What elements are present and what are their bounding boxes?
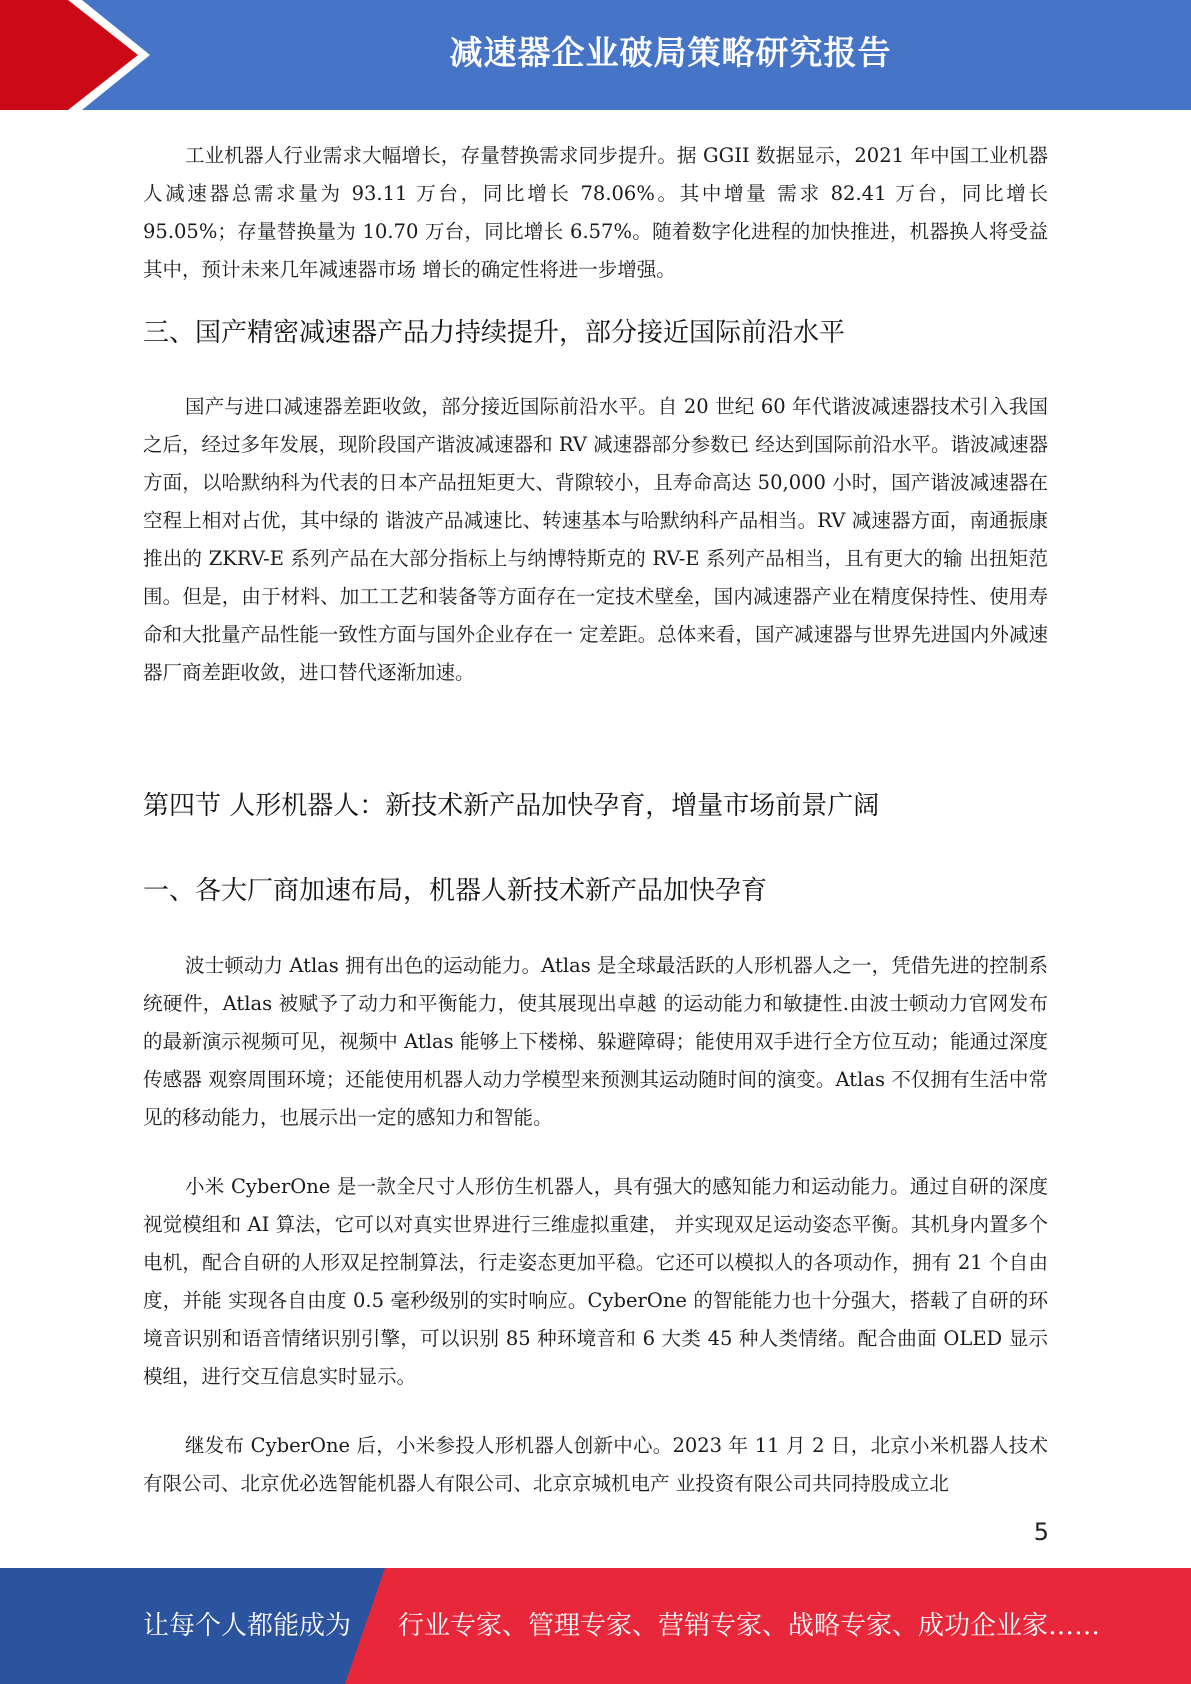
paragraph-demand-growth: 工业机器人行业需求大幅增长，存量替换需求同步提升。据 GGII 数据显示，2021 年中国工业机器人减速器总需求量为 93.11 万台，同比增长 78.06%。其中增量 需求 82.41 万台，同比增长 95.05%；存量替换量为 10.70 万台，同比增长 6.57%。随着数字化进程的加快推进，机器换人将受益其中，预计未来几年减速器市场 增长的确定性将进一步增强。 <box>143 144 1048 281</box>
section-heading-domestic-reducers: 三、国产精密减速器产品力持续提升，部分接近国际前沿水平 <box>143 318 846 348</box>
page-number: 5 <box>1033 1518 1049 1546</box>
paragraph-innovation-center: 继发布 CyberOne 后，小米参投人形机器人创新中心。2023 年 11 月 2 日，北京小米机器人技术有限公司、北京优必选智能机器人有限公司、北京京城机电产 业投资有限公司共同持股成立北 <box>143 1434 1048 1495</box>
page-header <box>0 0 1191 110</box>
report-title: 减速器企业破局策略研究报告 <box>449 33 892 72</box>
footer-slogan-left: 让每个人都能成为 <box>143 1611 352 1641</box>
section-heading-vendors: 一、各大厂商加速布局，机器人新技术新产品加快孕育 <box>143 876 768 906</box>
footer-slogan-right: 行业专家、管理专家、营销专家、战略专家、成功企业家…… <box>398 1611 1101 1641</box>
header-arrow-icon <box>0 0 138 110</box>
paragraph-atlas: 波士顿动力 Atlas 拥有出色的运动能力。Atlas 是全球最活跃的人形机器人之一，凭借先进的控制系统硬件，Atlas 被赋予了动力和平衡能力，使其展现出卓越 的运动能力和敏捷性.由波士顿动力官网发布的最新演示视频可见，视频中 Atlas 能够上下楼梯、躲避障碍；能使用双手进行全方位互动；能通过深度传感器 观察周围环境；还能使用机器人动力学模型来预测其运动随时间的演变。Atlas 不仅拥有生活中常见的移动能力，也展示出一定的感知力和智能。 <box>143 954 1048 1129</box>
page-footer <box>0 1568 1191 1684</box>
paragraph-cyberone: 小米 CyberOne 是一款全尺寸人形仿生机器人，具有强大的感知能力和运动能力。通过自研的深度视觉模组和 AI 算法，它可以对真实世界进行三维虚拟重建， 并实现双足运动姿态平衡。其机身内置多个电机，配合自研的人形双足控制算法，行走姿态更加平稳。它还可以模拟人的各项动作，拥有 21 个自由度，并能 实现各自由度 0.5 毫秒级别的实时响应。CyberOne 的智能能力也十分强大，搭载了自研的环境音识别和语音情绪识别引擎，可以识别 85 种环境音和 6 大类 45 种人类情绪。配合曲面 OLED 显示模组，进行交互信息实时显示。 <box>143 1175 1048 1388</box>
chapter-heading-humanoid: 第四节 人形机器人：新技术新产品加快孕育，增量市场前景广阔 <box>143 791 880 821</box>
paragraph-domestic-gap: 国产与进口减速器差距收敛，部分接近国际前沿水平。自 20 世纪 60 年代谐波减速器技术引入我国之后，经过多年发展，现阶段国产谐波减速器和 RV 减速器部分参数已 经达到国际前沿水平。谐波减速器方面，以哈默纳科为代表的日本产品扭矩更大、背隙较小，且寿命高达 50,000 小时，国产谐波减速器在空程上相对占优，其中绿的 谐波产品减速比、转速基本与哈默纳科产品相当。RV 减速器方面，南通振康推出的 ZKRV-E 系列产品在大部分指标上与纳博特斯克的 RV-E 系列产品相当，且有更大的输 出扭矩范围。但是，由于材料、加工工艺和装备等方面存在一定技术壁垒，国内减速器产业在精度保持性、使用寿命和大批量产品性能一致性方面与国外企业存在一 定差距。总体来看，国产减速器与世界先进国内外减速器厂商差距收敛，进口替代逐渐加速。 <box>143 395 1048 684</box>
